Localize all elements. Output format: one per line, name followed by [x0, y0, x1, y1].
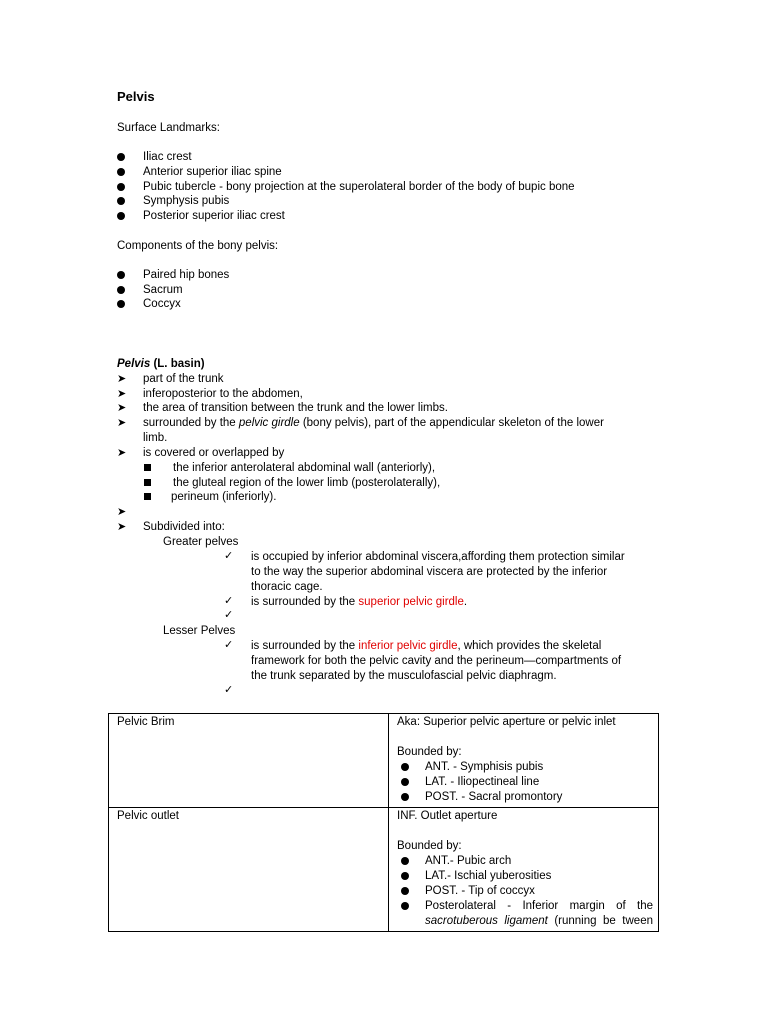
- lesser-text-line: framework for both the pelvic cavity and the perineum—compartments of: [251, 655, 622, 667]
- table-cell: [109, 714, 389, 808]
- square-bullet-icon: [144, 464, 151, 471]
- component-item: Sacrum: [143, 284, 183, 296]
- bullet-dot: [401, 763, 409, 771]
- arrow-item: part of the trunk: [143, 373, 224, 385]
- bullet-dot: [117, 300, 125, 308]
- surface-item: Anterior superior iliac spine: [143, 166, 282, 178]
- components-heading: Components of the bony pelvis:: [117, 240, 279, 252]
- arrow-item: the area of transition between the trunk and the lower limbs.: [143, 402, 448, 414]
- brim-aka: Aka: Superior pelvic aperture or pelvic inlet: [397, 716, 616, 728]
- bullet-dot: [117, 197, 125, 205]
- check-icon: ✓: [224, 550, 234, 562]
- outlet-bounded-label: Bounded by:: [397, 840, 462, 852]
- list-item: Posterolateral - Inferior margin of the: [397, 899, 653, 914]
- check-icon: ✓: [224, 639, 234, 651]
- arrow-icon: ➤: [117, 447, 127, 459]
- bullet-dot: [117, 168, 125, 176]
- surface-item: Pubic tubercle - bony projection at the superolateral border of the body of bupic bone: [143, 181, 575, 193]
- bullet-dot: [117, 153, 125, 161]
- table-row: [109, 808, 659, 932]
- surface-item: Posterior superior iliac crest: [143, 210, 285, 222]
- lesser-text-line: the trunk separated by the musculofascial pelvic diaphragm.: [251, 670, 557, 682]
- page-title: Pelvis: [117, 89, 155, 104]
- component-item: Coccyx: [143, 298, 181, 310]
- covered-item: the gluteal region of the lower limb (posterolaterally),: [173, 477, 441, 489]
- greater-pelves-label: Greater pelves: [163, 536, 239, 548]
- greater-surrounded-line: is surrounded by the superior pelvic girdle.: [251, 596, 468, 608]
- arrow-icon: ➤: [117, 402, 127, 414]
- table-cell: [389, 808, 659, 932]
- bullet-dot: [401, 872, 409, 880]
- lesser-pelves-label: Lesser Pelves: [163, 625, 236, 637]
- arrow-icon: ➤: [117, 521, 127, 533]
- greater-text-line: is occupied by inferior abdominal viscera,affording them protection similar: [251, 551, 625, 563]
- girdle-line: surrounded by the pelvic girdle (bony pelvis), part of the appendicular skeleton of the lower: [143, 417, 604, 429]
- bullet-dot: [117, 271, 125, 279]
- surface-item: Iliac crest: [143, 151, 192, 163]
- table-cell: [109, 808, 389, 932]
- check-icon: ✓: [224, 595, 234, 607]
- square-bullet-icon: [144, 479, 151, 486]
- bullet-dot: [117, 183, 125, 191]
- pelvis-definition: Pelvis (L. basin): [117, 358, 205, 370]
- check-icon: ✓: [224, 609, 234, 621]
- check-icon: ✓: [224, 684, 234, 696]
- arrow-icon: ➤: [117, 373, 127, 385]
- surface-item: Symphysis pubis: [143, 195, 230, 207]
- list-item: LAT.- Ischial yuberosities: [397, 869, 653, 884]
- component-item: Paired hip bones: [143, 269, 230, 281]
- greater-text-line: to the way the superior abdominal viscera are protected by the inferior: [251, 566, 608, 578]
- list-item: ANT.- Pubic arch: [397, 854, 653, 869]
- girdle-line-cont: limb.: [143, 432, 168, 444]
- list-item: ANT. - Symphisis pubis: [397, 760, 653, 775]
- arrow-icon: ➤: [117, 506, 127, 518]
- table-cell: [389, 714, 659, 808]
- bullet-dot: [401, 793, 409, 801]
- arrow-icon: ➤: [117, 417, 127, 429]
- bullet-dot: [401, 902, 409, 910]
- covered-line: is covered or overlapped by: [143, 447, 285, 459]
- greater-text-line: thoracic cage.: [251, 581, 323, 593]
- pelvis-table: [108, 713, 659, 932]
- list-item: POST. - Sacral promontory: [397, 790, 653, 805]
- table-row: [109, 714, 659, 808]
- lesser-surrounded-line: is surrounded by the inferior pelvic girdle, which provides the skeletal: [251, 640, 602, 652]
- covered-item: the inferior anterolateral abdominal wall (anteriorly),: [173, 462, 436, 474]
- bullet-dot: [401, 778, 409, 786]
- arrow-icon: ➤: [117, 388, 127, 400]
- outlet-inf: INF. Outlet aperture: [397, 810, 498, 822]
- pelvic-brim-label: Pelvic Brim: [117, 716, 175, 728]
- square-bullet-icon: [144, 493, 151, 500]
- arrow-item: inferoposterior to the abdomen,: [143, 388, 303, 400]
- list-item-cont: sacrotuberous ligament (running be tween: [425, 915, 653, 927]
- brim-bounded-label: Bounded by:: [397, 746, 462, 758]
- list-item: POST. - Tip of coccyx: [397, 884, 653, 899]
- bullet-dot: [117, 286, 125, 294]
- pelvic-outlet-label: Pelvic outlet: [117, 810, 180, 822]
- covered-item: perineum (inferiorly).: [171, 491, 277, 503]
- list-item: LAT. - Iliopectineal line: [397, 775, 653, 790]
- bullet-dot: [117, 212, 125, 220]
- bullet-dot: [401, 857, 409, 865]
- subdivided-line: Subdivided into:: [143, 521, 225, 533]
- surface-landmarks-heading: Surface Landmarks:: [117, 122, 220, 134]
- bullet-dot: [401, 887, 409, 895]
